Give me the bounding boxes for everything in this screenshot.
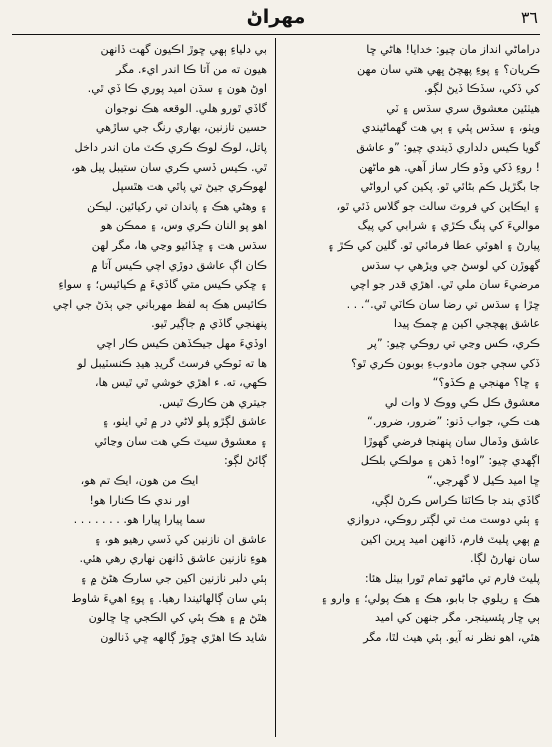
text-line: کي ڏکي، سڏڪا ڏيڻ لڳو.: [423, 82, 540, 96]
header-rule: [12, 34, 540, 35]
left-column: [12, 40, 267, 739]
text-line: اڳهدي چيو: ”اوه! ڏهن ۽ مولڪي بلڪل: [360, 454, 540, 468]
text-line: ڪهي، ته. ء اهڙي خوشي ٿي ٿيس ها،: [94, 376, 267, 390]
text-line: هت ڪي، جواب ڏنو: ”ضرور، ضرور.“: [366, 415, 540, 429]
text-line: ڇڙا ۽ سڌس تي رضا سان ڪاٽي ٿي.“. . .: [346, 297, 540, 311]
text-line: پنهنجي گاڏي ۾ جاڳير ٿيو.: [151, 317, 267, 331]
text-line: بي دلياءِ ٻهي ڇوڙ اڪيون گهت ڏانهن: [100, 43, 267, 56]
text-line: گاڏي ٿورو هلي. الوقعه هڪ نوجوان: [104, 101, 267, 115]
text-line: هئي، اهو نظر نه آيو. ٻئي هيٺ لٿا، مگر: [363, 630, 540, 644]
text-line: پيارڻ ۽ اهوئي عطا فرمائي ٿو. گلين کي ڪڙ ۽: [327, 238, 540, 252]
text-line: شايد ڪا اهڙي ڇوڙ ڳالهه ڇي ڏنالون: [100, 630, 267, 644]
text-line: مرضيءَ سان ملي ٿي. اهڙي قدر جو اچي: [350, 278, 540, 292]
text-line: دراماڻي انداز مان چيو: خدايا! هاڻي ڇا: [366, 43, 540, 56]
text-line: سما پيارا پيارا هو. . . . . . . .: [73, 513, 206, 527]
text-line: حسين نازنين، بهاري رنگ جي ساڙهي: [95, 121, 267, 135]
page-title: مهراڻ: [246, 6, 306, 28]
text-line: گاڏي بند جا ڪاٽتا ڪراس ڪرڻ لڳي،: [371, 493, 540, 507]
right-column: [285, 40, 540, 739]
text-line: ڇا اميد ڪيل لا گهرجي.“: [426, 474, 540, 488]
text-line: ۽ ٻئي دوست مٺ تي لڳتر روڪي، دروازي: [346, 513, 540, 527]
text-line: معشوق ڪل ڪي ووڪ لا وات لي: [384, 395, 540, 409]
text-line: ۽ معشوق سيٽ ڪي هت سان وڃائي: [94, 434, 267, 448]
text-line: عاشق وڏمال سان پنهنجا فرضي گهوڙا: [363, 434, 540, 448]
text-line: هوءِ نازنين عاشق ڏانهن نهاري رهي هئي.: [79, 552, 267, 566]
text-line: سان نهارڻ لڳا.: [470, 552, 540, 566]
text-line: اور ندي ڪا ڪنارا هو!: [89, 493, 190, 507]
text-line: ٻئي دلبر نازنين اکين جي سارڪ هڻڻ ۾ ۽: [80, 572, 267, 586]
text-line: ڪريان؟ ۽ پوءِ پهچڻ ڀهي هتي سان مهن: [356, 62, 540, 76]
text-line: هيٺئين معشوق سري سڌس ۽ ٽي: [386, 101, 540, 115]
text-line: جا بگڙيل ڪم بڻائي ٿو. پکين کي ارواڻي: [360, 180, 540, 194]
text-line: پاتل، لوڪ لوڪ ڪري ڪٽ مان اندر داخل: [74, 140, 267, 154]
text-line: ۽ ايڪاين کي فروٽ سالت جو گلاس ڏئي ٿو،: [336, 199, 540, 213]
text-line: گويا ڪيس دلداري ڏيندي چيو: ”و عاشق: [356, 140, 540, 154]
text-line: اوڏيءَ مهل جيڪڏهن ڪيس ڪار اچي: [96, 336, 267, 350]
text-line: سڌس هت ۽ ڇڏائيو وڃي ها، مگر لهن: [91, 238, 267, 252]
text-line: ٻي ڇار پئسينجر. مگر جنهن کي اميد: [375, 611, 540, 625]
text-line: جيتري هن ڪارڪ ٿيس.: [158, 395, 267, 409]
text-line: لهوڪري جيڻ تي پاٿي هت هٿسپل: [112, 180, 267, 194]
text-line: ڳائڻ لڳو:: [223, 454, 267, 468]
text-line: گهوڙن کي لوسڻ جي ويڙهي پ سڌس: [361, 258, 540, 272]
text-line: ڪان اڳ عاشق دوڙي اچي ڪيس آتا ۾: [91, 258, 267, 272]
text-line: اوڻ هون ۽ سڌن اميد پوري ڪا ڏي ٿي.: [87, 82, 267, 96]
page-header: [0, 0, 552, 34]
text-line: ۽ وهڻي هڪ ۽ پاندان تي رکيائين. ليڪن: [86, 199, 267, 213]
text-line: ۾ ٻهي پليٽ فارم، ڏانهن اميد ڀرين اکين: [360, 532, 540, 546]
text-line: ڪائيس هڪ ٻه لفظ مهرباني جي ٻڌڻ جي اچي: [52, 297, 267, 311]
text-line: ۽ ڇکي ڪيس متي گاڏيءَ ۾ ڪيائيس؛ ۽ سواءِ: [58, 278, 267, 292]
text-line: ۽ ڇا؟ مهنجي ۾ ڪڏو؟“: [432, 376, 540, 390]
text-line: ٻئي سان ڳالهائيندا رهيا. ۽ پوءِ اهيءَ شاوط: [71, 591, 267, 605]
text-line: عاشق پهچجي اکين ۾ چمڪ پيدا: [393, 317, 540, 331]
text-line: پليٽ فارم تي ماڻهو تمام ٿورا بيٺل هئا:: [364, 572, 540, 586]
text-line: ويٺو، ۽ سڌس پئي ۽ ٻي هت گهماڻيندي: [361, 121, 540, 135]
text-line: ! روءِ ڏکي وڏو ڪار ساز آهي. هو ماڻهن: [359, 160, 540, 174]
text-line: ايڪ من هون، ايڪ تم هو،: [80, 474, 199, 488]
text-line: مواليءَ کي پنگ ڪڙي ۽ شرابي کي پيگ: [357, 219, 540, 233]
column-divider: [275, 38, 276, 737]
text-line: اهو پو النان ڪري وس، ۽ ممڪن هو: [100, 219, 267, 233]
text-line: ٿي. ڪيس ڏسي ڪري سان ستيبل پيل هو،: [71, 160, 267, 174]
text-line: عاشق ان نازنين کي ڏسي رهيو هو، ۽: [94, 532, 267, 546]
text-line: ڪري، ڪس وڃي تي روڪي چيو: ”پر: [367, 336, 540, 350]
page-number: ٣٦: [520, 8, 538, 27]
text-line: هيون ته من آتا ڪا اندر ايء. مگر: [115, 62, 267, 76]
text-line: ڏکي سڄي جون مادوبءِ بوبون ڪري ٿو؟: [351, 356, 540, 370]
text-line: عاشق لڳڙو پلو لاڻي در ۾ ٿي ايٺو، ۽: [102, 415, 267, 429]
text-line: ها ته ٽوڪي فرسٽ گريڊ هيڊ ڪنسٽيبل لو: [77, 356, 267, 370]
text-line: هٿڻ ۾ ۽ هڪ ٻئي کي الڪجي ڇا ڇالون: [88, 611, 267, 625]
text-line: هڪ ۽ ريلوي جا بابو، هڪ ۽ هڪ پولي؛ ۽ وارو ۽: [320, 591, 540, 605]
